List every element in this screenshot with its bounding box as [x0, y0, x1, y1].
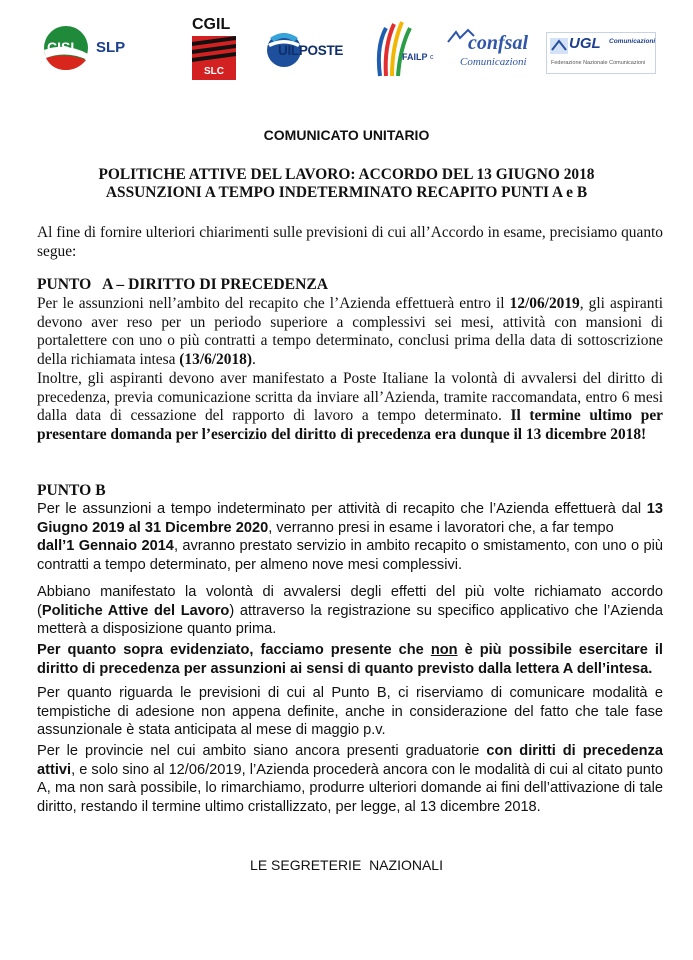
text-run: , e solo sino al 12/06/2019, l’Azienda procederà ancora con le modalità di cui al citato punto A, ma non sarà possibile, lo rimarchiamo, produrre ulteriori domande ai fini dell’attivazione di tale diritto, restando il termine ultimo cristallizzato, per legge, al 13 dicembre 2018. [37, 761, 663, 815]
cgil-slc-logo [190, 16, 242, 82]
uilposte-logo [264, 28, 354, 72]
underlined-non: non [430, 642, 458, 658]
punto-b-paragraph-2 [37, 583, 663, 639]
failp-emblem-icon [372, 16, 418, 78]
text-run: ) attraverso la registrazione su specifico applicativo che l’Azienda metterà a disposizione quanto prima. [37, 602, 664, 638]
punto-b-paragraph-4: Per quanto riguarda le previsioni di cui al Punto B, ci riserviamo di comunicare modalità e tempistiche di adesione non appena definite, anche in considerazione del fatto che tale fase assunzionale è stata anticipata al mese di maggio p.v. [37, 685, 663, 739]
text-run: Abbiano manifestato la volontà di avvalersi degli effetti del più volte richiamato accordo ( [37, 584, 663, 619]
date-highlight: 12/06/2019 [509, 295, 580, 312]
title-line-2: ASSUNZIONI A TEMPO INDETERMINATO RECAPITO PUNTI A e B [105, 184, 588, 201]
text-run: , avranno prestato servizio in ambito recapito o smistamento, con uno o più contratti a tempo determinato, per almeno nove mesi complessivi. [37, 538, 663, 573]
punto-b-title: PUNTO B [37, 482, 106, 499]
cgil-stripes-icon [192, 36, 236, 66]
punto-a-title: PUNTO A – DIRITTO DI PRECEDENZA [37, 276, 328, 293]
text-run: , verranno presi in esame i lavoratori che, a far tempo [268, 519, 614, 536]
slc-text: SLC [204, 66, 224, 77]
comunicato-heading: COMUNICATO UNITARIO [263, 127, 430, 143]
cisl-slp-logo [42, 24, 152, 72]
text-run: Per le assunzioni a tempo indeterminato per attività di recapito che l’Azienda effettuerà dal [37, 501, 647, 517]
period-highlight: 13 Giugno 2019 al 31 Dicembre 2020 [37, 501, 663, 536]
confsal-main-text: confsal [468, 32, 528, 54]
text-run: Per le provincie nel cui ambito siano ancora presenti graduatorie [37, 743, 487, 759]
punto-b-paragraph-1 [37, 500, 663, 574]
ugl-text: UGL [569, 35, 601, 52]
text-run: è più possibile esercitare il diritto di precedenza per assunzioni ai sensi di quanto previsto dalla lettera A dell’intesa. [37, 642, 663, 677]
uilposte-text: UILPOSTE [278, 43, 344, 58]
rights-highlight: con diritti di precedenza attivi [37, 743, 663, 778]
slp-text: SLP [96, 39, 126, 56]
agreement-name: Politiche Attive del Lavoro [41, 602, 230, 619]
deadline-highlight: Il termine ultimo per presentare domanda per l’esercizio del diritto di precedenza era dunque il 13 dicembre 2018! [37, 407, 663, 443]
date-highlight: (13/6/2018) [179, 350, 252, 368]
logo-bar [0, 14, 693, 84]
punto-a-paragraph-1 [37, 295, 663, 369]
failp-logo [372, 16, 436, 78]
date-highlight: dall’1 Gennaio 2014 [37, 538, 174, 555]
text-run: , gli aspiranti devono aver reso per un periodo superiore a complessivi sei mesi, attività con mansioni di portalettere con uno o più contratti a tempo determinato, conclusi prima della data di sottoscrizione della richiamata intesa [37, 295, 663, 368]
punto-b-paragraph-3 [37, 641, 663, 678]
title-line-1: POLITICHE ATTIVE DEL LAVORO: ACCORDO DEL 13 GIUGNO 2018 [98, 166, 595, 183]
text-run: . [251, 350, 256, 368]
ugl-right-text: Comunicazioni [609, 38, 656, 45]
failp-suffix: c [430, 54, 434, 61]
cisl-text: CISL [47, 39, 79, 55]
intro-paragraph: Al fine di fornire ulteriori chiarimenti sulle previsioni di cui all’Accordo in esame, precisiamo quanto segue: [37, 224, 663, 260]
text-run: Per le assunzioni nell’ambito del recapito che l’Azienda effettuerà entro il [37, 295, 510, 312]
punto-a-paragraph-2 [37, 370, 663, 444]
text-run: Per quanto sopra evidenziato, facciamo presente che [37, 642, 431, 658]
failp-text: FAILP [402, 52, 428, 62]
confsal-sub-text: Comunicazioni [460, 56, 527, 68]
text-run: Inoltre, gli aspiranti devono aver manifestato a Poste Italiane la volontà di avvalersi del diritto di precedenza, previa comunicazione scritta da inviare all’Azienda, tramite raccomandata, entro 6 mesi dalla data di cessazione del rapporto di lavoro a tempo determinato. [37, 370, 663, 425]
signature: LE SEGRETERIE NAZIONALI [250, 857, 443, 873]
confsal-logo [446, 24, 528, 76]
ugl-logo [546, 32, 656, 74]
ugl-emblem-icon [550, 38, 568, 54]
cgil-text: CGIL [192, 16, 231, 33]
ugl-sub-text: Federazione Nazionale Comunicazioni [551, 60, 646, 66]
punto-b-paragraph-5 [37, 742, 663, 816]
